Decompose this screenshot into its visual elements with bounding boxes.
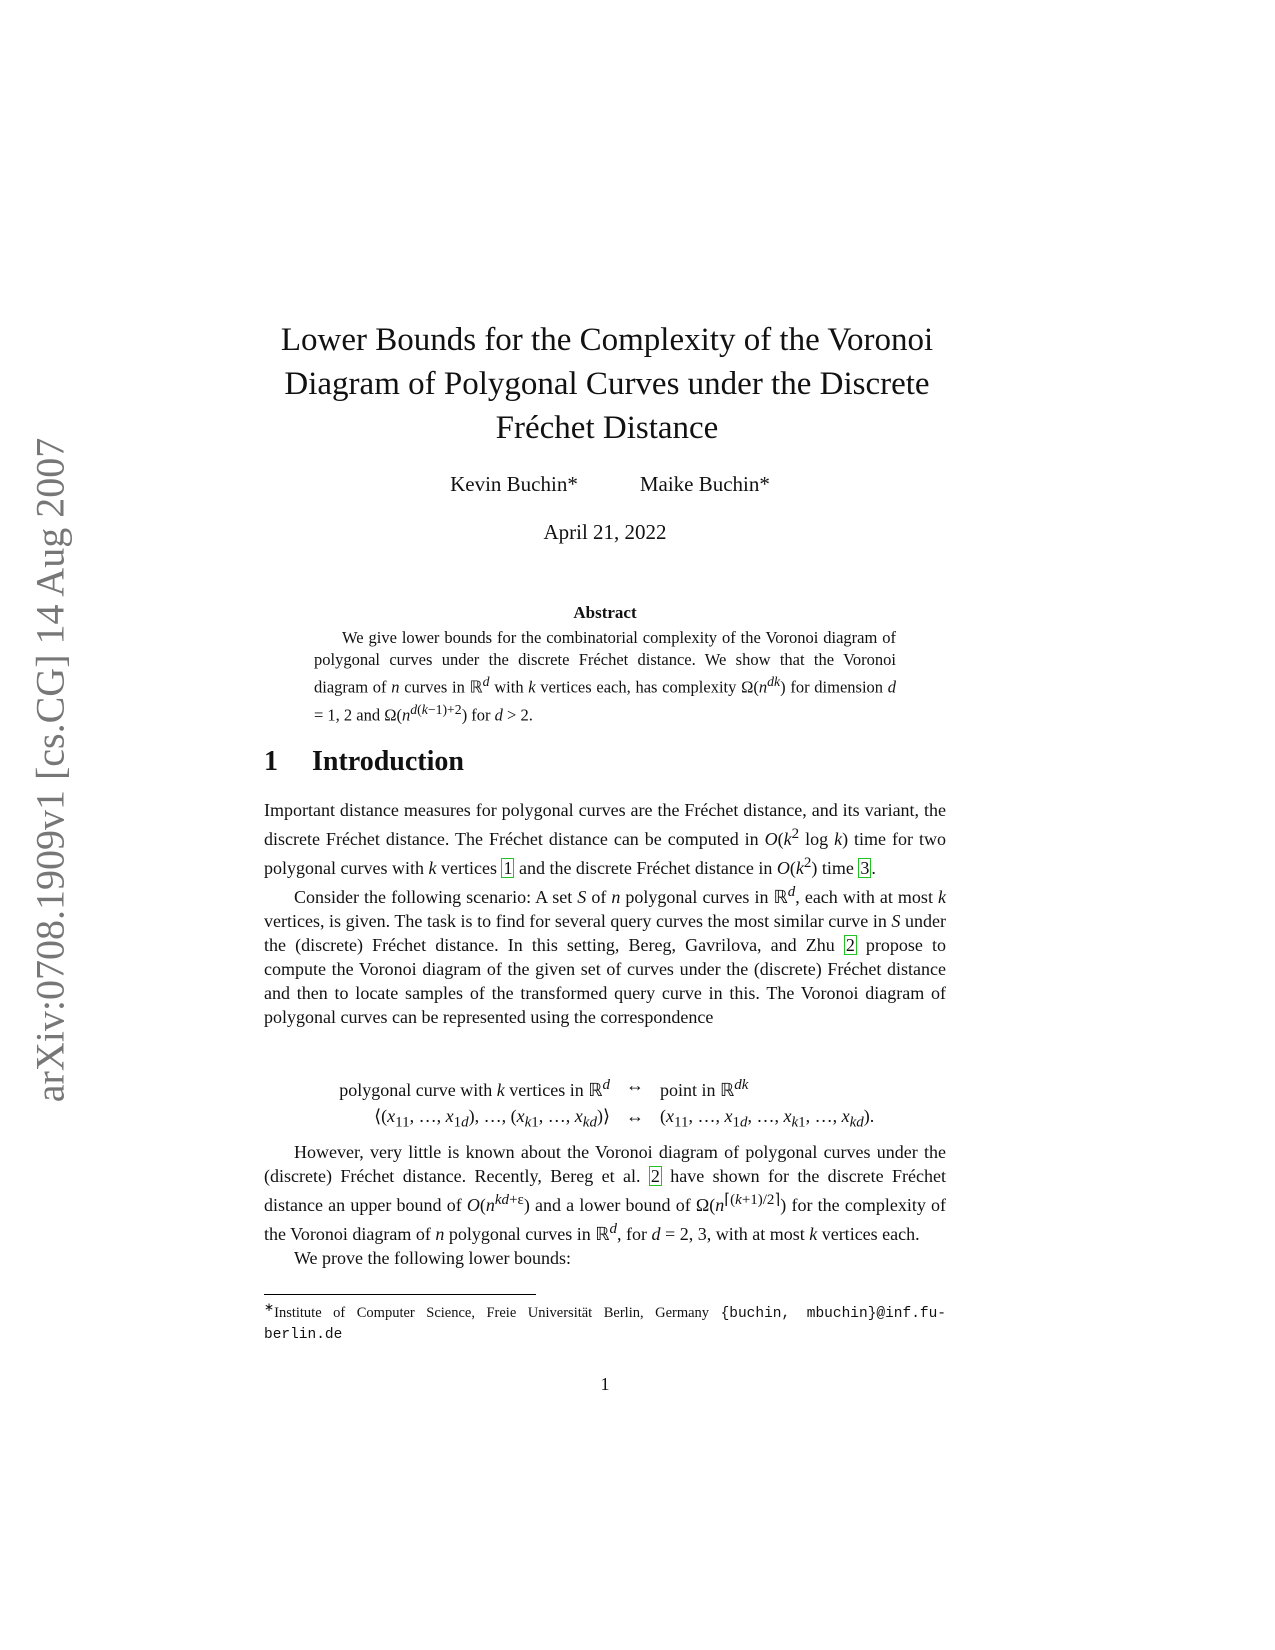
- correspondence-row: $⟨(x_{11}$, …, $x_{1d}$), …, ($x_{k1}$, …, $x_{kd})⟩$ ↔ ($x_{11}$, …, $x_{1d}$, …, $x_{k1}$, …, $x_{kd}$).: [374, 1106, 875, 1131]
- section-heading: [264, 746, 464, 778]
- correspondence-row: polygonal curve with k vertices in ℝ$^d$ ↔ point in ℝ$^{dk}$: [339, 1075, 749, 1100]
- author-name: Maike Buchin*: [639, 472, 770, 496]
- abstract-text: We give lower bounds for the combinatorial complexity of the Voronoi diagram of polygonal curves under the discrete Fréchet distance. We show that the Voronoi diagram of n curves in ℝ$^d$ with k vertices each, has complexity $\Omega(n^{dk})$ for dimension d = 1, 2 and $\Omega(n^{d(k-1)+2})$ for d > 2.: [314, 628, 897, 724]
- paragraph: Important distance measures for polygonal curves are the Fréchet distance, and its variant, the discrete Fréchet distance. The Fréchet distance can be computed in $O(k^2$ log k) time for two polygonal curves with k vertices 1 and the discrete Fréchet distance in $O(k^2)$ time 3 .: [264, 800, 946, 878]
- citation-link[interactable]: 1: [503, 858, 513, 878]
- body-text-bottom: [264, 1140, 946, 1270]
- footnote: ∗Institute of Computer Science, Freie Universität Berlin, Germany {buchin, mbuchin}@inf.fu-berlin.de: [264, 1300, 947, 1343]
- author-name: Kevin Buchin*: [450, 472, 578, 496]
- citation-link[interactable]: 2: [650, 1166, 660, 1186]
- paragraph: Consider the following scenario: A set S of n polygonal curves in ℝ$^d$, each with at most k vertices, is given. The task is to find for several query curves the most similar curve in S under the (discrete) Fréchet distance. In this setting, Bereg, Gavrilova, and Zhu 2 propose to compute the Voronoi diagram of the given set of curves under the (discrete) Fréchet distance and then to locate samples of the transformed query curve in this. The Voronoi diagram of polygonal curves can be represented using the correspondence: [264, 884, 946, 1027]
- correspondence-display: [280, 1072, 960, 1136]
- page-number: 1: [600, 1374, 610, 1394]
- footnote-rule: [264, 1294, 536, 1295]
- paragraph: We prove the following lower bounds:: [294, 1248, 571, 1268]
- paper-date: April 21, 2022: [543, 520, 667, 544]
- author-list: [400, 472, 820, 497]
- section-number: 1: [264, 746, 278, 777]
- citation-link[interactable]: 3: [860, 858, 870, 878]
- abstract-heading: Abstract: [573, 603, 637, 622]
- arxiv-stamp-text: arXiv:0708.1909v1 [cs.CG] 14 Aug 2007: [27, 437, 73, 1103]
- section-title: Introduction: [312, 746, 464, 777]
- paper-title: Lower Bounds for the Complexity of the Voronoi Diagram of Polygonal Curves under the Discrete Fréchet Distance: [280, 322, 934, 446]
- paragraph: However, very little is known about the Voronoi diagram of polygonal curves under the (discrete) Fréchet distance. Recently, Bereg et al. 2 have shown for the discrete Fréchet distance an upper bound of $O(n^{kd+\varepsilon})$ and a lower bound of $\Omega(n^{⌈(k+1)/2⌉})$ for the complexity of the Voronoi diagram of n polygonal curves in ℝ$^d$, for d = 2, 3, with at most k vertices each.: [264, 1142, 947, 1244]
- citation-link[interactable]: 2: [845, 935, 855, 955]
- body-text-top: [264, 798, 946, 1029]
